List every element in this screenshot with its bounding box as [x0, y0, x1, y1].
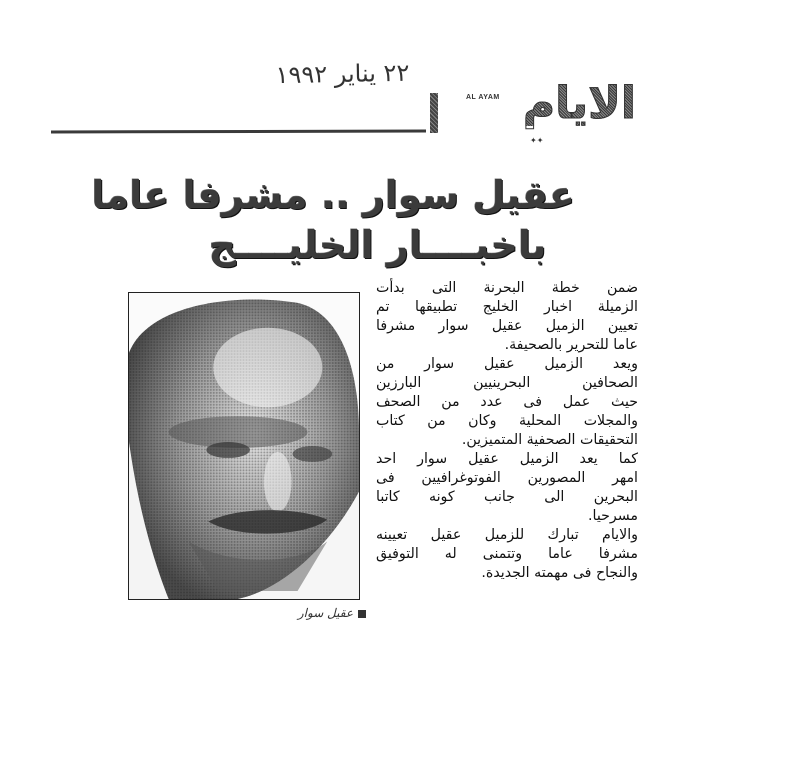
paragraph-1 [376, 279, 638, 355]
logo-latin-text: AL AYAM [466, 94, 500, 101]
paragraph-3 [376, 450, 638, 526]
article-line: تعيين الزميل عقيل سوار مشرفا [376, 318, 638, 334]
article-line: ضمن خطة البحرنة التى بدأت [376, 280, 638, 296]
article-line: كما يعد الزميل عقيل سوار احد [376, 451, 638, 467]
caption-text: عقيل سوار [297, 606, 353, 620]
paragraph-4 [376, 526, 638, 583]
article-line: مشرفا عاما وتتمنى له التوفيق [376, 546, 638, 562]
paragraph-2 [376, 355, 638, 450]
article-line: والنجاح فى مهمته الجديدة. [481, 565, 638, 581]
headline-line-2: باخبــــار الخليــــج [208, 223, 547, 267]
logo-ornament-icon: ✦✦ [530, 136, 544, 145]
headline-line-1: عقيل سوار .. مشرفا عاما [91, 173, 575, 217]
photo-caption [200, 606, 366, 620]
article-body [376, 279, 638, 583]
article-line: الصحافين البحرينيين البارزين [376, 375, 638, 391]
article-line: مسرحيا. [588, 508, 638, 524]
article-line: البحرين الى جانب كونه كاتبا [376, 489, 638, 505]
logo-arabic-text: الايام [522, 78, 636, 129]
article-line: التحقيقات الصحفية المتميزين. [461, 432, 638, 448]
article-line: الزميلة اخبار الخليج تطبيقها تم [376, 299, 638, 315]
caption-bullet-icon [358, 610, 366, 618]
article-line: حيث عمل فى عدد من الصحف [376, 394, 638, 410]
masthead-rule [51, 130, 426, 134]
portrait-image-icon [129, 293, 359, 599]
publication-date: ٢٢ يناير ١٩٩٢ [275, 58, 410, 90]
article-line: والمجلات المحلية وكان من كتاب [376, 413, 638, 429]
masthead-divider-bar [430, 93, 438, 133]
article-line: ويعد الزميل عقيل سوار من [376, 356, 638, 372]
newspaper-logo [466, 78, 636, 148]
article-headline [91, 170, 575, 270]
article-line: عاما للتحرير بالصحيفة. [504, 337, 638, 353]
portrait-photo [128, 292, 360, 600]
article-line: والايام تبارك للزميل عقيل تعيينه [376, 527, 638, 543]
article-line: امهر المصورين الفوتوغرافيين فى [376, 470, 638, 486]
